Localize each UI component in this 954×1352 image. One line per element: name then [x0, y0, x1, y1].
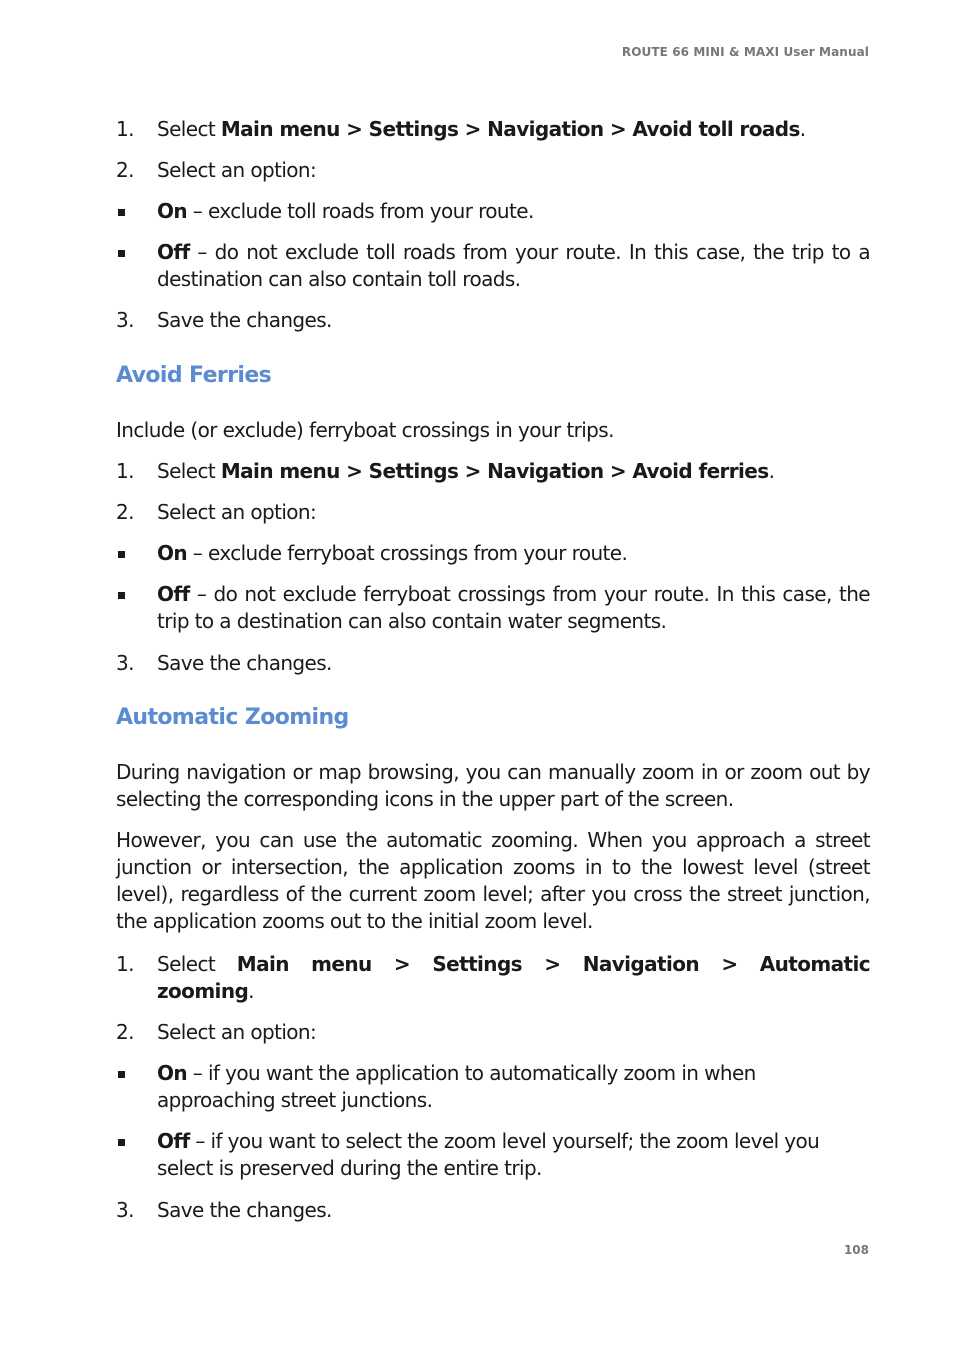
- step-number: 2.: [116, 158, 134, 182]
- option-text: – do not exclude toll roads from your route. In this case, the trip to a destination can also contain toll roads.: [157, 240, 870, 291]
- option-label: Off: [157, 1129, 190, 1153]
- bullet-icon: [118, 592, 125, 599]
- step-number: 1.: [116, 459, 134, 483]
- option-text: – exclude ferryboat crossings from your route.: [187, 541, 628, 565]
- option-label: Off: [157, 240, 190, 264]
- step-text: Save the changes.: [157, 651, 332, 675]
- option-text: – if you want to select the zoom level yourself; the zoom level you select is preserved during the entire trip.: [157, 1129, 820, 1180]
- step-prefix: Select: [157, 117, 221, 141]
- step-number: 2.: [116, 500, 134, 524]
- step-number: 3.: [116, 651, 134, 675]
- step-suffix: .: [799, 117, 806, 141]
- option-text: – if you want the application to automatically zoom in when approaching street junctions.: [157, 1061, 756, 1112]
- step-prefix: Select: [157, 459, 221, 483]
- step-number: 3.: [116, 1198, 134, 1222]
- step-prefix: Select: [157, 952, 237, 976]
- section-heading-avoid-ferries: Avoid Ferries: [116, 363, 272, 388]
- menu-path: Main menu > Settings > Navigation > Avoid toll roads: [220, 117, 800, 141]
- option-label: On: [157, 1061, 188, 1085]
- option-label: On: [157, 199, 188, 223]
- bullet-icon: [118, 551, 125, 558]
- step-number: 3.: [116, 308, 134, 332]
- bullet-icon: [118, 1071, 125, 1078]
- step-text: Select an option:: [157, 158, 317, 182]
- menu-path: Main menu > Settings > Navigation > Avoid ferries: [220, 459, 769, 483]
- option-text: – exclude toll roads from your route.: [187, 199, 534, 223]
- ferries-intro: Include (or exclude) ferryboat crossings in your trips.: [116, 418, 614, 442]
- step-number: 1.: [116, 952, 134, 976]
- bullet-icon: [118, 209, 125, 216]
- option-label: On: [157, 541, 188, 565]
- menu-path: Main menu > Settings > Navigation > Automatic zooming: [157, 952, 870, 1003]
- bullet-icon: [118, 250, 125, 257]
- step-text: Select an option:: [157, 500, 317, 524]
- step-suffix: .: [248, 979, 254, 1003]
- step-number: 1.: [116, 117, 134, 141]
- step-text: Save the changes.: [157, 1198, 332, 1222]
- step-number: 2.: [116, 1020, 134, 1044]
- step-text: Select an option:: [157, 1020, 317, 1044]
- zooming-paragraph-1: During navigation or map browsing, you can manually zoom in or zoom out by selecting the corresponding icons in the upper part of the screen.: [116, 760, 870, 811]
- zooming-paragraph-2: However, you can use the automatic zooming. When you approach a street junction or intersection, the application zooms in to the lowest level (street level), regardless of the current zoom level; after you cross the street junction, the application zooms out to the initial zoom level.: [116, 828, 870, 933]
- option-text: – do not exclude ferryboat crossings from your route. In this case, the trip to a destination can also contain water segments.: [157, 582, 870, 633]
- running-header: ROUTE 66 MINI & MAXI User Manual: [621, 45, 869, 59]
- page-number: 108: [843, 1243, 869, 1257]
- section-heading-automatic-zooming: Automatic Zooming: [116, 705, 349, 730]
- step-suffix: .: [768, 459, 775, 483]
- step-text: Save the changes.: [157, 308, 332, 332]
- bullet-icon: [118, 1139, 125, 1146]
- option-label: Off: [157, 582, 190, 606]
